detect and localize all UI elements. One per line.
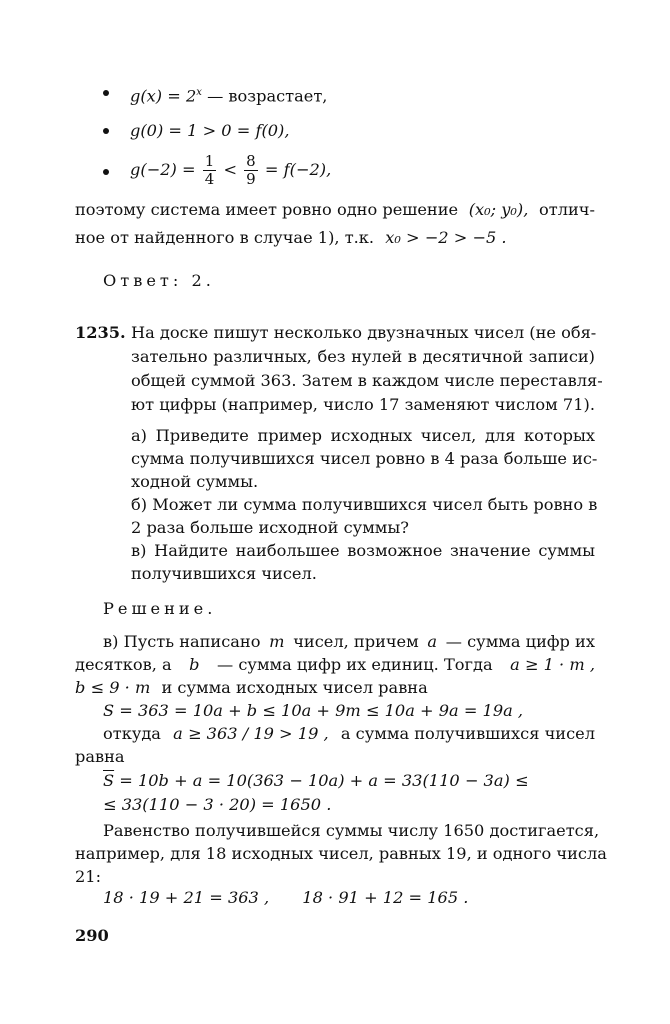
part-c-line-2: получившихся чисел. (131, 564, 317, 583)
part-a-line-3: ходной суммы. (131, 472, 259, 491)
problem-number: 1235. (75, 323, 126, 342)
conclusion-line-2: ное от найденного в случае 1), т.к. x₀ > −2 > −5 . (75, 228, 507, 247)
bullet-item-2: g(0) = 1 > 0 = f(0), (130, 121, 290, 140)
s-bar: $\overline{S}$ (103, 771, 115, 790)
part-c-line-1: в) Найдите наибольшее возможное значение суммы (131, 541, 595, 560)
solution-p3-line-3: 21: (75, 867, 102, 886)
bullet-dot-3 (103, 169, 109, 175)
part-b-line-2: 2 раза больше исходной суммы? (131, 518, 409, 537)
bullet-dot-1 (103, 90, 109, 96)
equation-2: $\overline{S} = 10b + a = 10(363 - 10a) + a = 33(110 - 3a)$ ≤ (103, 771, 529, 790)
solution-p3-line-2: например, для 18 исходных чисел, равных 19, и одного числа (75, 844, 607, 863)
part-b-line-1: б) Может ли сумма получившихся чисел быть ровно в (131, 495, 598, 514)
solution-p2-line-2: равна (75, 747, 125, 766)
b3-rest: = f(−2), (264, 160, 332, 179)
fraction-1-4: $\frac{1}{4}$ (204, 152, 215, 188)
solution-p1-line-2: десятков, а b — сумма цифр их единиц. Тогда a ≥ 1 · m , (75, 655, 595, 674)
equation-3: ≤ 33(110 − 3 · 20) = 1650 . (103, 795, 332, 814)
b3-lt: < (223, 160, 238, 179)
b1-rest: — возрастает, (201, 86, 328, 106)
fraction-8-9: $\frac{8}{9}$ (246, 152, 256, 188)
bullet-dot-2 (103, 128, 109, 134)
equation-1: S = 363 = 10a + b ≤ 10a + 9m ≤ 10a + 9a = 19a , (103, 701, 524, 720)
part-a-line-1: а) Приведите пример исходных чисел, для которых (131, 426, 595, 445)
problem-line-2: зательно различных, без нулей в десятичной записи) (131, 347, 595, 366)
problem-line-3: общей суммой 363. Затем в каждом числе переставля- (131, 371, 603, 390)
problem-line-4: ют цифры (например, число 17 заменяют числом 71). (131, 395, 595, 414)
page-number: 290 (75, 926, 109, 945)
b3-lhs: g(−2) = (130, 160, 196, 179)
solution-p1-line-1: в) Пусть написано m чисел, причем a — сумма цифр их (103, 632, 595, 651)
bullet-item-1 (130, 82, 327, 107)
solution-p3-line-1: Равенство получившейся суммы числу 1650 достигается, (103, 821, 600, 840)
b1-lhs: g(x) = 2 (130, 86, 197, 106)
equation-4: 18 · 19 + 21 = 363 , 18 · 91 + 12 = 165 . (103, 888, 469, 907)
solution-p2-line-1: откуда a ≥ 363 / 19 > 19 , а сумма получившихся чисел (103, 724, 595, 743)
part-a-line-2: сумма получившихся чисел ровно в 4 раза больше ис- (131, 449, 598, 468)
solution-heading: Решение. (103, 599, 217, 618)
solution-p1-line-3: b ≤ 9 · m и сумма исходных чисел равна (75, 678, 428, 697)
conclusion-line-1: поэтому система имеет ровно одно решение (x₀; y₀), отлич- (75, 200, 595, 219)
answer: Ответ: 2. (103, 271, 215, 290)
problem-line-1: На доске пишут несколько двузначных чисел (не обя- (131, 323, 597, 342)
bullet-item-3 (130, 150, 331, 190)
b1-exp: x (196, 87, 202, 98)
